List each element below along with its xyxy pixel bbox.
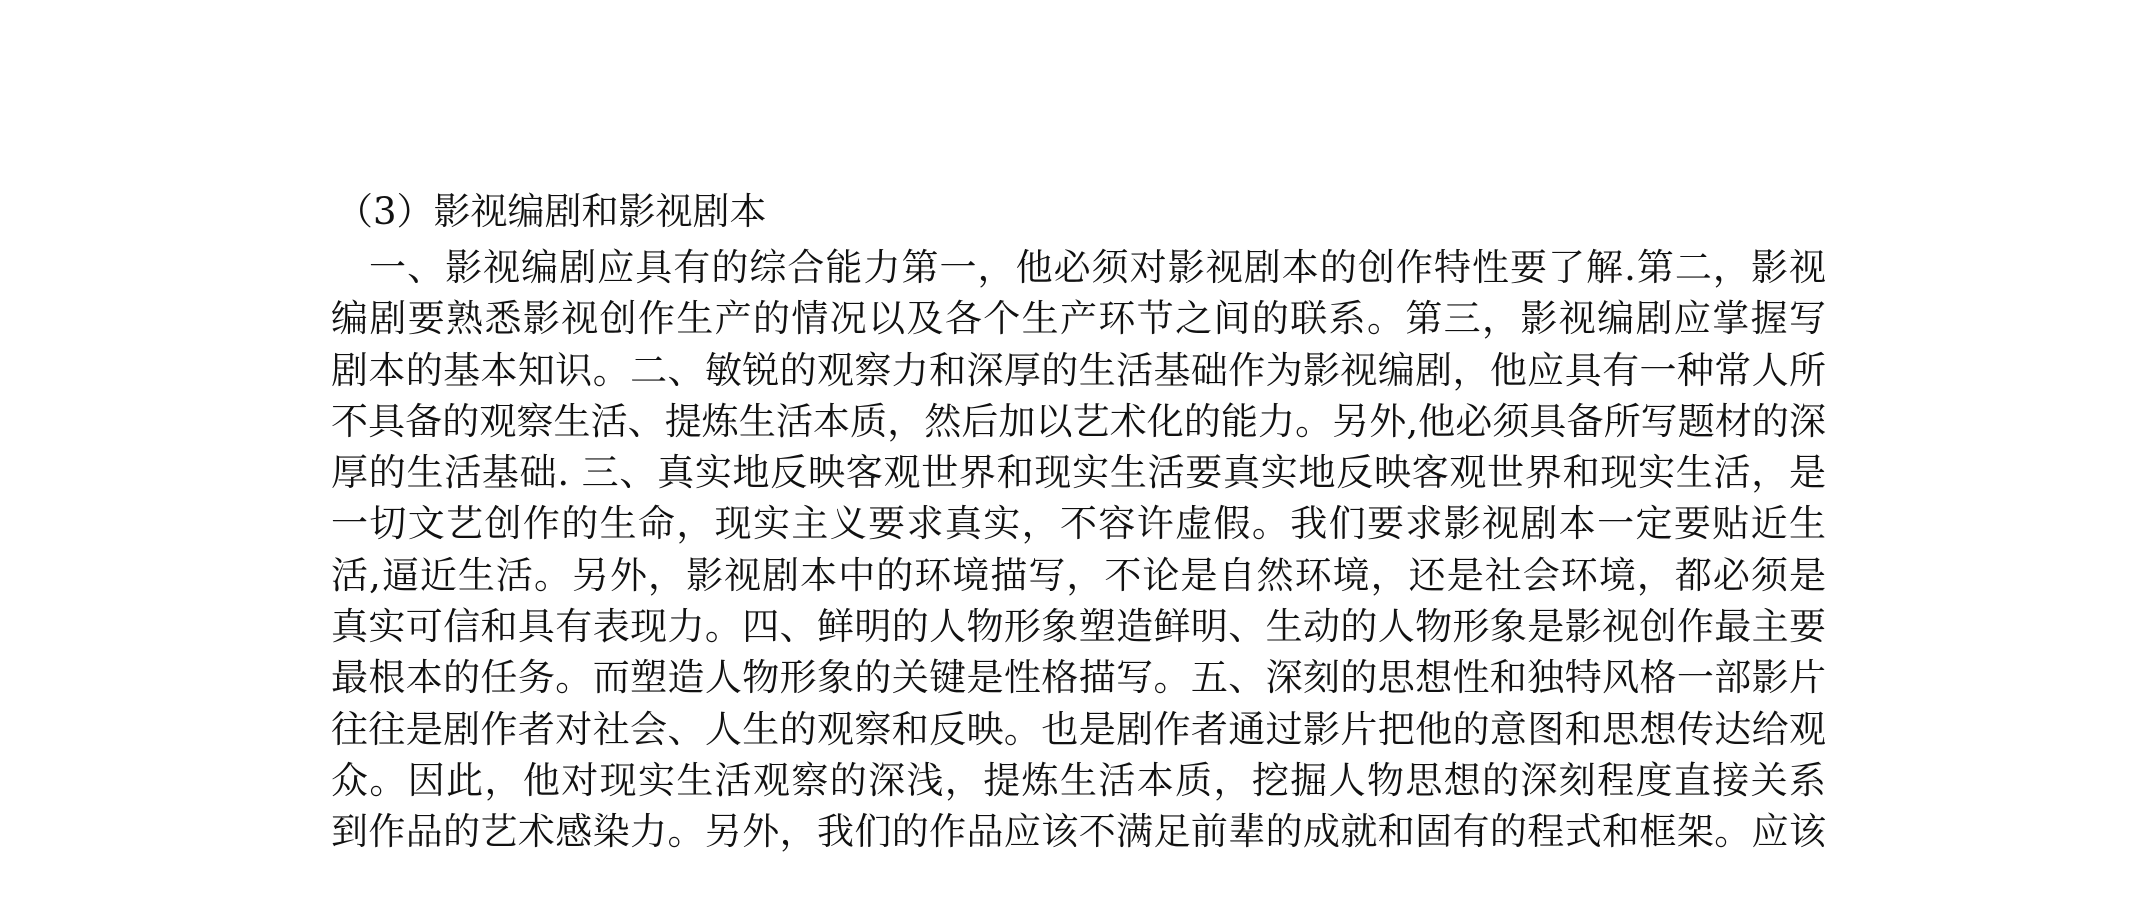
paragraph-line: 编剧要熟悉影视创作生产的情况以及各个生产环节之间的联系。第三，影视编剧应掌握写 (331, 297, 1826, 341)
paragraph-line: 到作品的艺术感染力。另外，我们的作品应该不满足前辈的成就和固有的程式和框架。应该 (331, 810, 1826, 854)
section-heading: （3）影视编剧和影视剧本 (336, 190, 767, 233)
paragraph-line: 一切文艺创作的生命，现实主义要求真实，不容许虚假。我们要求影视剧本一定要贴近生 (331, 502, 1826, 546)
paragraph-line: 活,逼近生活。另外，影视剧本中的环境描写，不论是自然环境，还是社会环境，都必须是 (331, 553, 1826, 597)
paragraph-line: 不具备的观察生活、提炼生活本质，然后加以艺术化的能力。另外,他必须具备所写题材的深 (331, 399, 1826, 443)
paragraph-line: 最根本的任务。而塑造人物形象的关键是性格描写。五、深刻的思想性和独特风格一部影片 (331, 656, 1826, 700)
paragraph-line: 剧本的基本知识。二、敏锐的观察力和深厚的生活基础作为影视编剧，他应具有一种常人所 (331, 348, 1826, 392)
paragraph-line: 一、影视编剧应具有的综合能力第一，他必须对影视剧本的创作特性要了解.第二，影视 (331, 246, 1826, 289)
body-paragraph (331, 242, 1826, 858)
paragraph-line: 厚的生活基础. 三、真实地反映客观世界和现实生活要真实地反映客观世界和现实生活，是 (331, 451, 1826, 495)
paragraph-line: 众。因此，他对现实生活观察的深浅，提炼生活本质，挖掘人物思想的深刻程度直接关系 (331, 758, 1826, 802)
paragraph-line: 真实可信和具有表现力。四、鲜明的人物形象塑造鲜明、生动的人物形象是影视创作最主要 (331, 605, 1826, 649)
paragraph-line: 往往是剧作者对社会、人生的观察和反映。也是剧作者通过影片把他的意图和思想传达给观 (331, 707, 1826, 751)
